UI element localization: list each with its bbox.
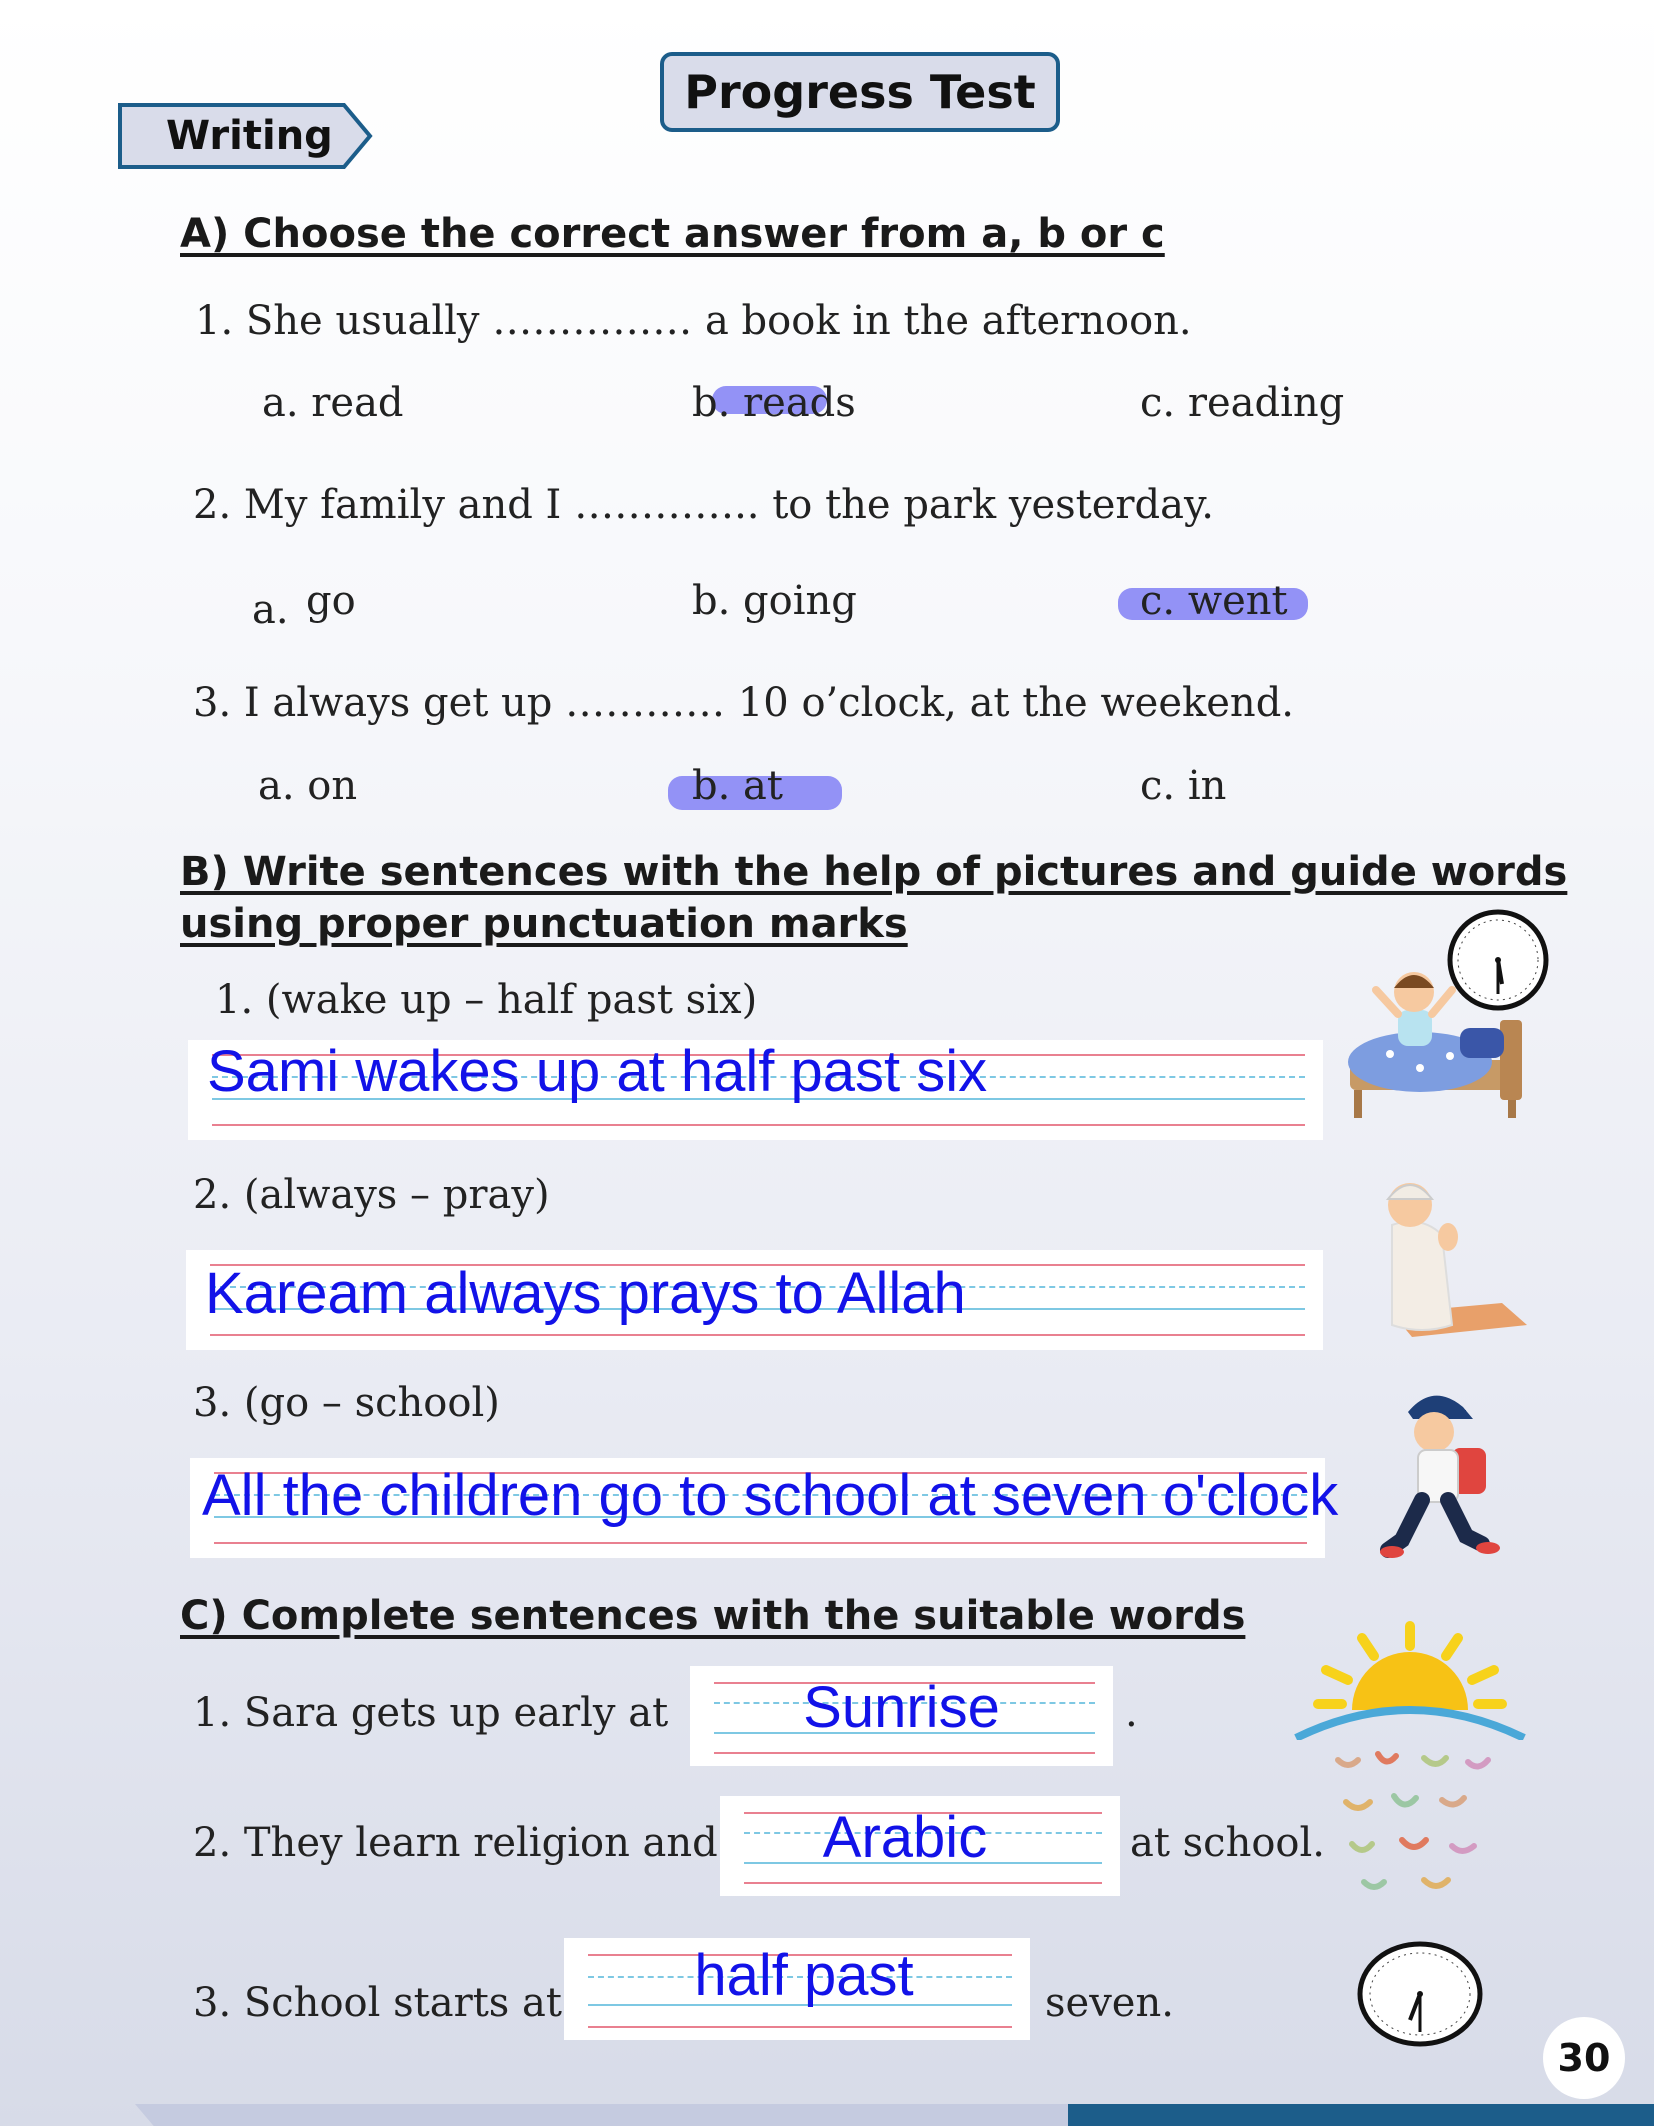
arabic-letters-icon — [1328, 1740, 1508, 1900]
writing-tag — [118, 103, 374, 173]
sunrise-icon — [1290, 1620, 1530, 1740]
section-c-heading: C) Complete sentences with the suitable words — [180, 1593, 1246, 1639]
option-a1-b[interactable]: b. reads — [692, 380, 856, 426]
answer-b3[interactable]: All the children go to school at seven o'clock — [202, 1463, 1339, 1528]
answer-b2[interactable]: Kaream always prays to Allah — [205, 1261, 966, 1326]
clock-half-past-seven-icon — [1356, 1940, 1484, 2048]
page-number: 30 — [1543, 2017, 1625, 2099]
boy-walking-to-school-icon — [1378, 1382, 1508, 1572]
option-a3-c[interactable]: c. in — [1140, 763, 1227, 809]
question-a3: 3. I always get up ………… 10 o’clock, at the weekend. — [193, 680, 1295, 726]
option-a3-a[interactable]: a. on — [258, 763, 358, 809]
section-a-heading: A) Choose the correct answer from a, b or c — [180, 211, 1165, 257]
footer-band-light — [135, 2104, 1070, 2126]
prompt-b3: 3. (go – school) — [193, 1380, 500, 1426]
question-a1: 1. She usually …………… a book in the afternoon. — [195, 298, 1192, 344]
writing-tag-label: Writing — [166, 113, 333, 159]
prompt-b2: 2. (always – pray) — [193, 1172, 550, 1218]
option-a2-a[interactable]: a. — [252, 587, 289, 633]
answer-b1[interactable]: Sami wakes up at half past six — [207, 1039, 988, 1104]
sentence-c1-start: 1. Sara gets up early at — [193, 1690, 669, 1736]
page-title: Progress Test — [660, 52, 1060, 132]
question-a2: 2. My family and I ………….. to the park yesterday. — [193, 482, 1214, 528]
boy-waking-in-bed-icon — [1340, 950, 1530, 1130]
option-a2-b[interactable]: b. going — [692, 578, 857, 624]
prompt-b1: 1. (wake up – half past six) — [215, 977, 758, 1023]
answer-c1[interactable]: Sunrise — [803, 1675, 1000, 1740]
boy-praying-icon — [1352, 1165, 1532, 1345]
sentence-c2-end: at school. — [1130, 1820, 1325, 1866]
option-a3-b[interactable]: b. at — [692, 763, 783, 809]
section-b-heading-line1: B) Write sentences with the help of pictures and guide words — [180, 849, 1568, 895]
sentence-c3-end: seven. — [1045, 1980, 1174, 2026]
option-a2-a-word[interactable]: go — [306, 578, 356, 624]
option-a1-c[interactable]: c. reading — [1140, 380, 1345, 426]
footer-band-dark — [1068, 2104, 1654, 2126]
answer-c3[interactable]: half past — [694, 1943, 914, 2008]
section-b-heading-line2: using proper punctuation marks — [180, 901, 908, 947]
answer-c2[interactable]: Arabic — [822, 1805, 988, 1870]
sentence-c1-end: . — [1125, 1690, 1138, 1736]
sentence-c3-start: 3. School starts at — [193, 1980, 562, 2026]
sentence-c2-start: 2. They learn religion and — [193, 1820, 718, 1866]
option-a2-c[interactable]: c. went — [1140, 578, 1288, 624]
option-a1-a[interactable]: a. read — [262, 380, 404, 426]
